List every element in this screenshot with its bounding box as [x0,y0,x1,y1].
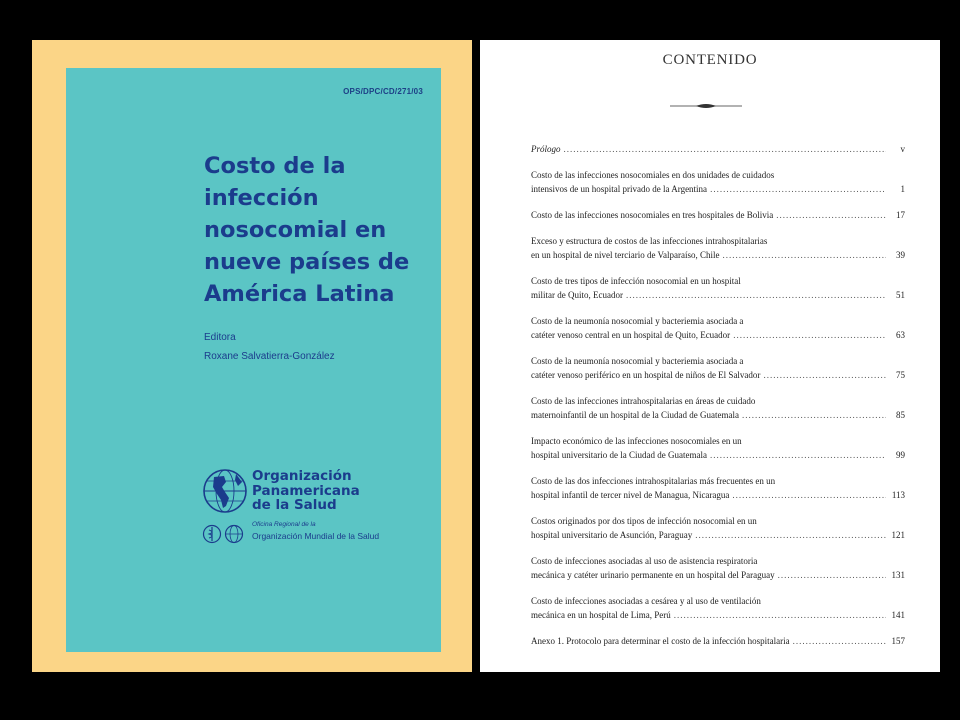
toc-page-number: 99 [896,450,905,460]
org-line: de la Salud [252,497,337,513]
toc-entry-line: Prólogo [531,144,561,154]
org-line: Panamericana [252,482,360,499]
toc-entry[interactable] [531,142,905,156]
toc-entry-line: militar de Quito, Ecuador [531,290,623,300]
toc-entry-row [531,368,905,382]
toc-entry-line: mecánica y catéter urinario permanente en un hospital del Paraguay [531,570,775,580]
toc-page-number: 75 [896,370,905,380]
toc-page-number: 51 [896,290,905,300]
toc-entry-row [531,488,905,502]
toc-entry-row [531,288,905,302]
dot-leader [776,208,886,222]
toc-entry[interactable] [531,314,905,342]
toc-entry-row [531,528,905,542]
toc-page-number: 1 [900,184,905,194]
book-cover [66,68,441,652]
toc-entry-line: Costos originados por dos tipos de infección nosocomial en un [531,516,757,526]
paho-globe-icon [202,468,248,514]
toc-entry-line: Costo de infecciones asociadas al uso de asistencia respiratoria [531,556,758,566]
dot-leader [695,528,886,542]
contents-list [531,142,905,660]
toc-entry[interactable] [531,354,905,382]
toc-entry-line: Costo de la neumonía nosocomial y bacteriemia asociada a [531,356,744,366]
toc-page-number: 63 [896,330,905,340]
title-line: Costo de la [204,153,346,179]
toc-entry-row [531,248,905,262]
dot-leader [710,448,886,462]
toc-entry-line: hospital infantil de tercer nivel de Managua, Nicaragua [531,490,730,500]
toc-entry[interactable] [531,634,905,648]
dot-leader [742,408,886,422]
toc-page-number: 131 [891,570,905,580]
toc-entry-row [531,142,905,156]
toc-page-number: 17 [896,210,905,220]
title-line: nosocomial en [204,217,387,243]
who-emblems-icon [202,524,248,544]
toc-entry[interactable] [531,474,905,502]
title-line: América Latina [204,281,395,307]
toc-entry-line: Anexo 1. Protocolo para determinar el costo de la infección hospitalaria [531,636,790,646]
dot-leader [723,248,886,262]
toc-entry-line: Costo de las dos infecciones intrahospitalarias más frecuentes en un [531,476,776,486]
toc-page-number: 39 [896,250,905,260]
title-line: nueve países de [204,249,410,275]
toc-entry-line: intensivos de un hospital privado de la Argentina [531,184,708,194]
editor-role: Editora [204,332,236,343]
toc-entry-line: Impacto económico de las infecciones nosocomiales en un [531,436,742,446]
toc-entry-row [531,448,905,462]
toc-page-number: 157 [891,636,905,646]
toc-page-number: 113 [891,490,905,500]
organization-name [252,469,360,513]
dot-leader [710,182,886,196]
toc-entry-line: Costo de infecciones asociadas a cesárea y al uso de ventilación [531,596,761,606]
toc-entry-row [531,208,905,222]
document-code: OPS/DPC/CD/271/03 [343,87,423,96]
toc-entry[interactable] [531,274,905,302]
toc-entry-row [531,568,905,582]
contents-heading: CONTENIDO [662,52,758,68]
toc-page-number: 121 [891,530,905,540]
toc-entry[interactable] [531,554,905,582]
who-name: Organización Mundial de la Salud [252,531,380,541]
toc-entry[interactable] [531,434,905,462]
org-line: Organización [252,468,352,484]
toc-entry-line: catéter venoso periférico en un hospital de niños de El Salvador [531,370,761,380]
book-cover-frame [32,40,472,672]
toc-entry-line: Costo de la neumonía nosocomial y bacteriemia asociada a [531,316,744,326]
toc-entry[interactable] [531,208,905,222]
toc-entry-row [531,182,905,196]
toc-entry-line: hospital universitario de la Ciudad de Guatemala [531,450,707,460]
toc-entry-line: mecánica en un hospital de Lima, Perú [531,610,671,620]
dot-leader [732,488,886,502]
toc-entry[interactable] [531,234,905,262]
toc-entry-row [531,408,905,422]
toc-entry-line: Costo de tres tipos de infección nosocomial en un hospital [531,276,741,286]
ornament-divider-icon [670,102,742,110]
toc-page-number: 141 [891,610,905,620]
book-title [204,150,434,310]
toc-entry-row [531,328,905,342]
toc-entry-line: Costo de las infecciones intrahospitalarias en áreas de cuidado [531,396,756,406]
toc-entry-line: Exceso y estructura de costos de las infecciones intrahospitalarias [531,236,768,246]
dot-leader [763,368,886,382]
toc-entry[interactable] [531,514,905,542]
toc-page-number: 85 [896,410,905,420]
dot-leader [674,608,886,622]
toc-entry-line: hospital universitario de Asunción, Paraguay [531,530,693,540]
dot-leader [733,328,886,342]
regional-office-label: Oficina Regional de la [252,521,316,528]
dot-leader [793,634,886,648]
dot-leader [564,142,886,156]
title-line: infección [204,185,319,211]
contents-page [480,40,940,672]
toc-entry-row [531,634,905,648]
dot-leader [626,288,886,302]
toc-page-number: v [900,144,905,154]
dot-leader [778,568,886,582]
toc-entry-line: Costo de las infecciones nosocomiales en dos unidades de cuidados [531,170,775,180]
toc-entry-line: maternoinfantil de un hospital de la Ciudad de Guatemala [531,410,739,420]
toc-entry[interactable] [531,394,905,422]
toc-entry-line: catéter venoso central en un hospital de Quito, Ecuador [531,330,731,340]
toc-entry-line: Costo de las infecciones nosocomiales en tres hospitales de Bolivia [531,210,774,220]
toc-entry[interactable] [531,594,905,622]
toc-entry-line: en un hospital de nivel terciario de Valparaíso, Chile [531,250,720,260]
editor-name: Roxane Salvatierra-González [204,351,335,362]
toc-entry-row [531,608,905,622]
toc-entry[interactable] [531,168,905,196]
